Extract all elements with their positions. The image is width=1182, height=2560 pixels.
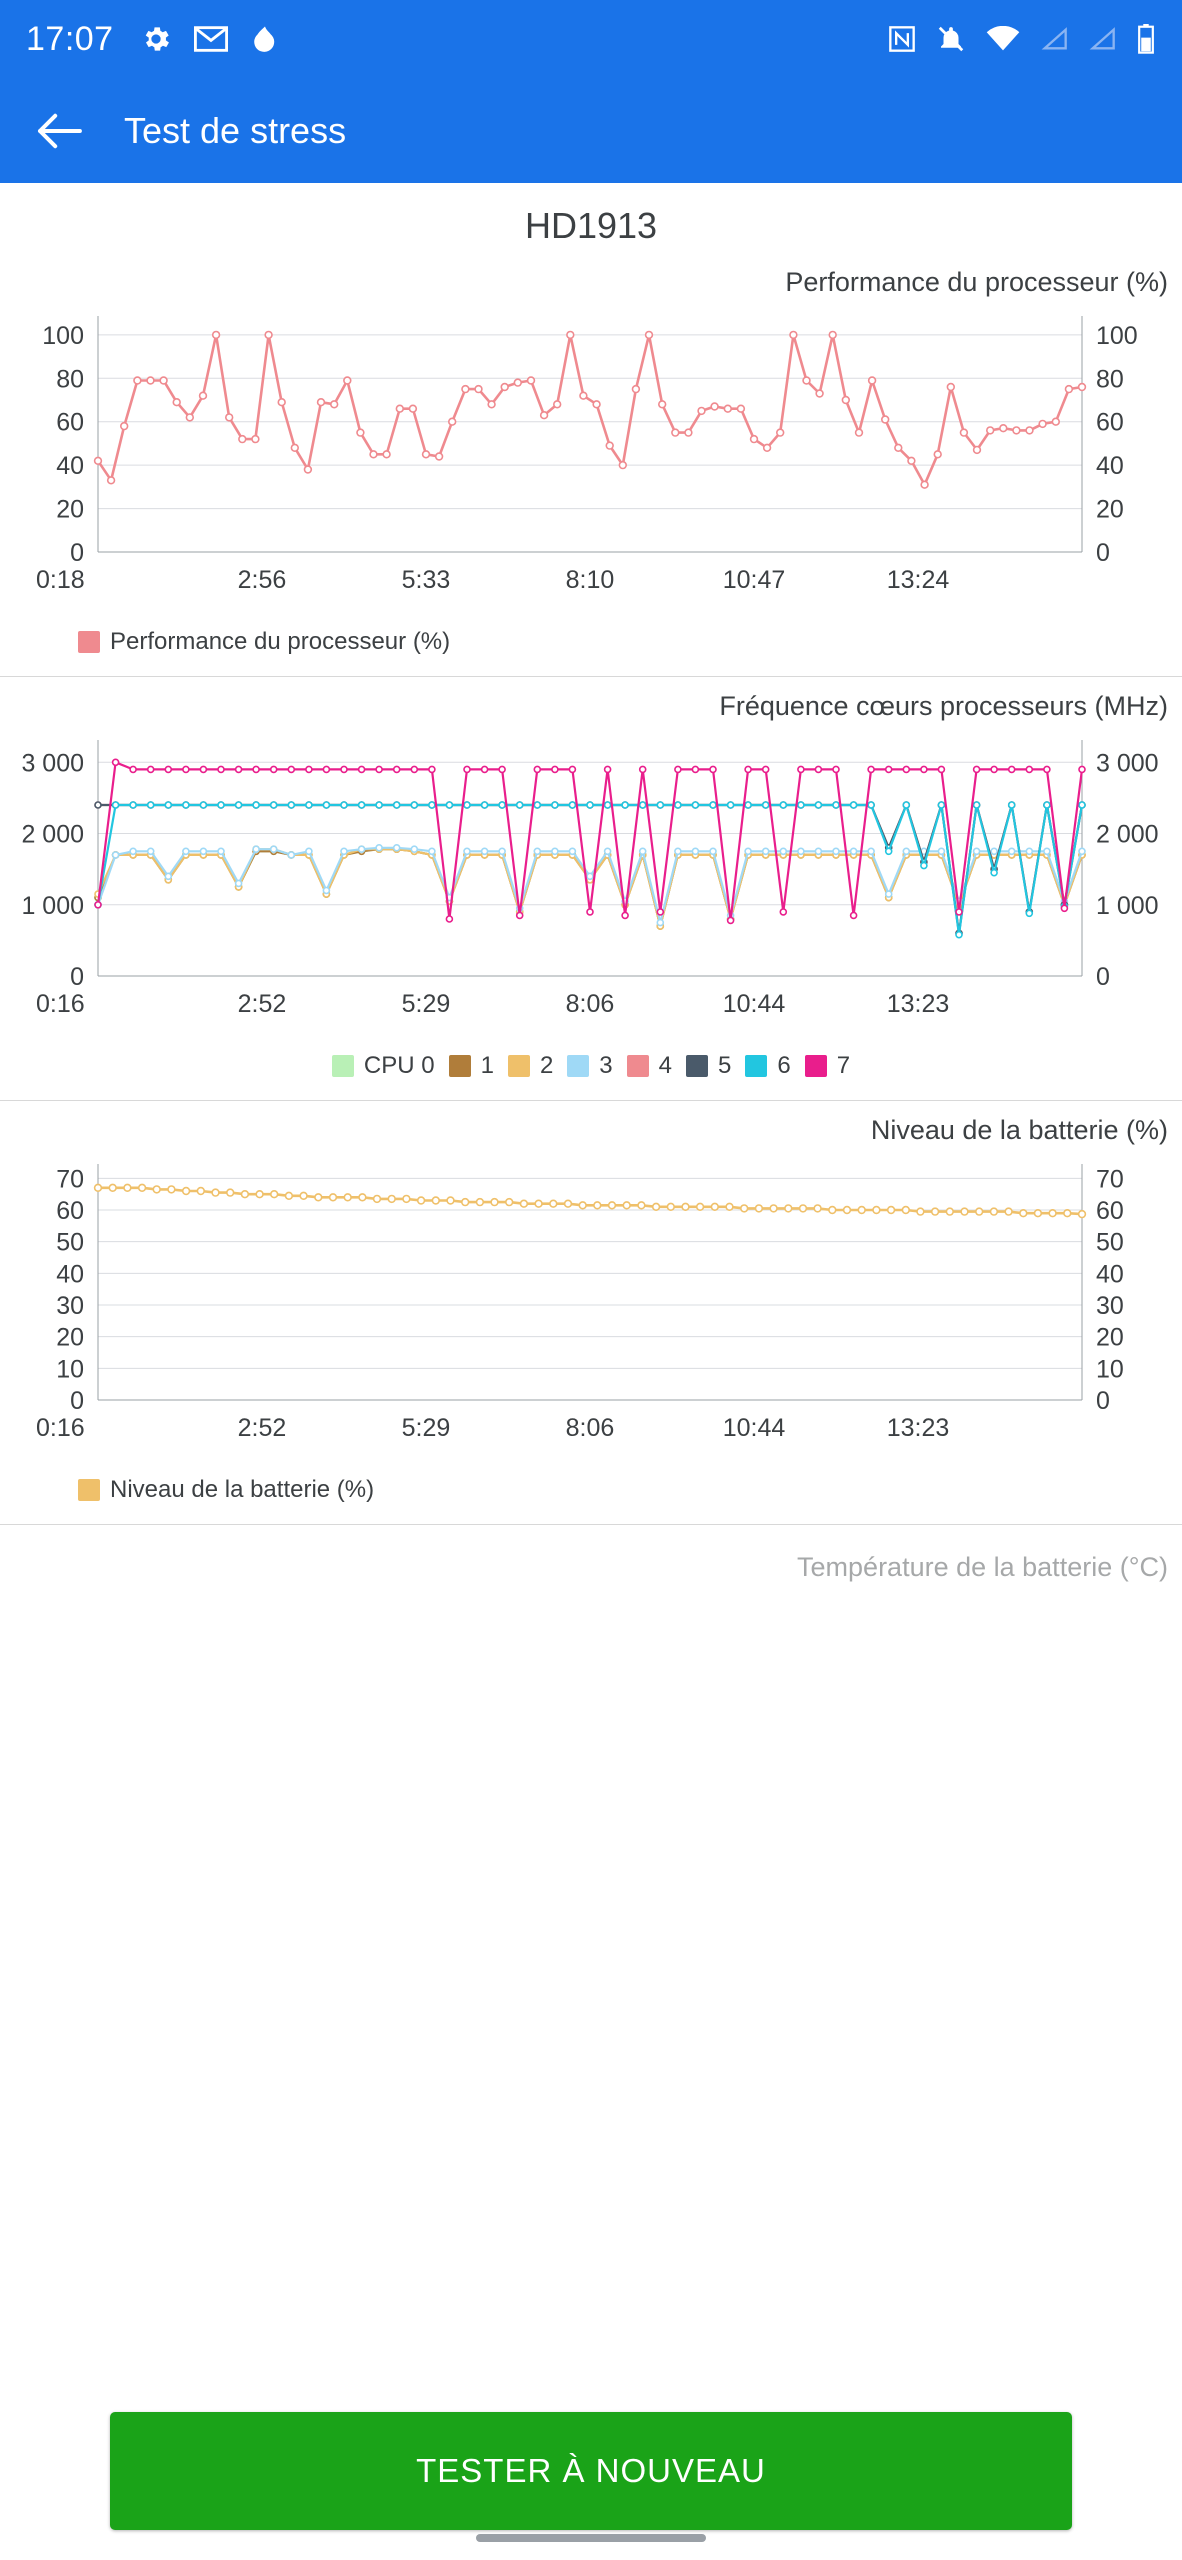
- svg-text:0: 0: [70, 963, 84, 991]
- svg-text:60: 60: [1096, 1197, 1124, 1225]
- svg-text:70: 70: [56, 1165, 84, 1194]
- svg-text:60: 60: [1096, 408, 1124, 437]
- svg-text:40: 40: [1096, 1260, 1124, 1289]
- status-bar: [0, 0, 1182, 78]
- svg-text:50: 50: [56, 1228, 84, 1257]
- svg-text:13:23: 13:23: [886, 990, 950, 1018]
- legend-item: [449, 1052, 494, 1080]
- page-title: Test de stress: [124, 109, 347, 151]
- legend-item: [332, 1052, 435, 1080]
- svg-text:0:16: 0:16: [36, 990, 85, 1018]
- svg-text:100: 100: [42, 321, 84, 350]
- legend-swatch: [508, 1055, 530, 1077]
- legend-item: [686, 1052, 731, 1080]
- svg-text:40: 40: [56, 1260, 84, 1289]
- svg-text:10:44: 10:44: [722, 990, 786, 1018]
- svg-text:8:06: 8:06: [565, 990, 615, 1018]
- svg-text:5:29: 5:29: [401, 990, 451, 1018]
- svg-text:2 000: 2 000: [21, 820, 84, 849]
- legend-label: Performance du processeur (%): [110, 628, 451, 655]
- legend-item: [567, 1052, 612, 1080]
- chart-svg-battery-level: [0, 1150, 1182, 1470]
- gmail-icon: [194, 26, 228, 52]
- tinder-icon: [250, 24, 280, 54]
- chart-card-battery-temperature-partial: [0, 1525, 1182, 1591]
- svg-text:2:52: 2:52: [237, 1414, 287, 1442]
- svg-text:100: 100: [1096, 321, 1138, 350]
- legend-swatch: [627, 1055, 649, 1077]
- chart-title-cpu-performance: Performance du processeur (%): [785, 267, 1168, 297]
- legend-item: [745, 1052, 790, 1080]
- legend-swatch: [745, 1055, 767, 1077]
- legend-label: 2: [539, 1052, 554, 1079]
- svg-text:80: 80: [56, 365, 84, 394]
- svg-text:40: 40: [56, 452, 84, 481]
- svg-text:30: 30: [56, 1292, 84, 1320]
- wifi-icon: [986, 26, 1020, 52]
- svg-text:10:44: 10:44: [722, 1414, 786, 1442]
- device-model: HD1913: [524, 205, 658, 246]
- bottom-bar: [0, 2380, 1182, 2560]
- legend-item: [78, 1476, 374, 1504]
- legend-label: 1: [480, 1052, 494, 1079]
- svg-text:5:33: 5:33: [401, 566, 451, 594]
- svg-text:0: 0: [70, 1387, 84, 1415]
- gear-icon: [140, 23, 172, 55]
- chart-legend-cpu-performance: [0, 622, 1182, 666]
- svg-text:2:56: 2:56: [237, 566, 287, 594]
- signal-2-icon: [1088, 26, 1116, 52]
- legend-swatch: [332, 1055, 354, 1077]
- svg-text:1 000: 1 000: [21, 891, 84, 920]
- status-right-icons: [888, 24, 1156, 54]
- notifications-off-icon: [936, 24, 966, 54]
- legend-label: CPU 0: [363, 1052, 435, 1079]
- chart-card-cpu-frequency: [0, 677, 1182, 1101]
- legend-label: 7: [836, 1052, 851, 1079]
- chart-title-cpu-frequency: Fréquence cœurs processeurs (MHz): [719, 691, 1168, 721]
- svg-text:20: 20: [56, 495, 84, 524]
- chart-plot-battery-level[interactable]: [0, 1150, 1182, 1470]
- svg-text:0:18: 0:18: [36, 566, 85, 594]
- legend-label: 6: [777, 1052, 791, 1079]
- back-arrow-icon[interactable]: [32, 104, 86, 158]
- legend-swatch: [567, 1055, 589, 1077]
- chart-svg-cpu-frequency: [0, 726, 1182, 1046]
- svg-text:20: 20: [56, 1323, 84, 1352]
- signal-icon: [1040, 26, 1068, 52]
- legend-label: 4: [658, 1052, 673, 1079]
- legend-item: [627, 1052, 672, 1080]
- legend-item: [78, 628, 450, 656]
- svg-text:0: 0: [70, 539, 84, 567]
- svg-text:0: 0: [1096, 963, 1110, 991]
- svg-text:13:24: 13:24: [886, 566, 950, 594]
- svg-text:20: 20: [1096, 495, 1124, 524]
- svg-text:0:16: 0:16: [36, 1414, 85, 1442]
- svg-text:20: 20: [1096, 1323, 1124, 1352]
- legend-label: 5: [718, 1052, 732, 1079]
- svg-text:8:06: 8:06: [565, 1414, 615, 1442]
- svg-text:0: 0: [1096, 539, 1110, 567]
- legend-swatch: [78, 1479, 100, 1501]
- navigation-pill[interactable]: [476, 2534, 706, 2542]
- legend-swatch: [449, 1055, 471, 1077]
- retest-button[interactable]: TESTER À NOUVEAU: [110, 2412, 1072, 2530]
- svg-text:70: 70: [1096, 1165, 1124, 1194]
- chart-plot-cpu-frequency[interactable]: [0, 726, 1182, 1046]
- legend-item: [508, 1052, 553, 1080]
- legend-label: Niveau de la batterie (%): [110, 1476, 375, 1503]
- chart-plot-cpu-performance[interactable]: [0, 302, 1182, 622]
- chart-title-battery-level: Niveau de la batterie (%): [870, 1115, 1168, 1145]
- svg-text:2:52: 2:52: [237, 990, 287, 1018]
- svg-text:8:10: 8:10: [565, 566, 615, 594]
- chart-title-battery-temperature: Température de la batterie (°C): [797, 1552, 1168, 1582]
- svg-text:1 000: 1 000: [1096, 891, 1159, 920]
- svg-text:80: 80: [1096, 365, 1124, 394]
- status-clock: 17:07: [26, 19, 114, 58]
- svg-text:13:23: 13:23: [886, 1414, 950, 1442]
- status-left-icons: [140, 23, 280, 55]
- chart-legend-cpu-frequency: [0, 1046, 1182, 1090]
- svg-text:10: 10: [56, 1355, 84, 1384]
- battery-icon: [1136, 24, 1156, 54]
- svg-text:60: 60: [56, 1197, 84, 1225]
- svg-text:30: 30: [1096, 1292, 1124, 1320]
- svg-text:10: 10: [1096, 1355, 1124, 1384]
- legend-swatch: [686, 1055, 708, 1077]
- svg-text:60: 60: [56, 408, 84, 437]
- svg-text:10:47: 10:47: [722, 566, 786, 594]
- legend-item: [805, 1052, 850, 1080]
- legend-swatch: [805, 1055, 827, 1077]
- chart-card-cpu-performance: [0, 253, 1182, 677]
- legend-label: 3: [599, 1052, 613, 1079]
- svg-text:50: 50: [1096, 1228, 1124, 1257]
- app-bar: [0, 78, 1182, 183]
- svg-text:0: 0: [1096, 1387, 1110, 1415]
- legend-swatch: [78, 631, 100, 653]
- svg-text:3 000: 3 000: [21, 749, 84, 778]
- svg-text:3 000: 3 000: [1096, 749, 1159, 778]
- content-scroll[interactable]: [0, 183, 1182, 2560]
- chart-legend-battery-level: [0, 1470, 1182, 1514]
- nfc-icon: [888, 25, 916, 53]
- svg-text:5:29: 5:29: [401, 1414, 451, 1442]
- chart-svg-cpu-performance: [0, 302, 1182, 622]
- svg-text:2 000: 2 000: [1096, 820, 1159, 849]
- svg-text:40: 40: [1096, 452, 1124, 481]
- chart-card-battery-level: [0, 1101, 1182, 1525]
